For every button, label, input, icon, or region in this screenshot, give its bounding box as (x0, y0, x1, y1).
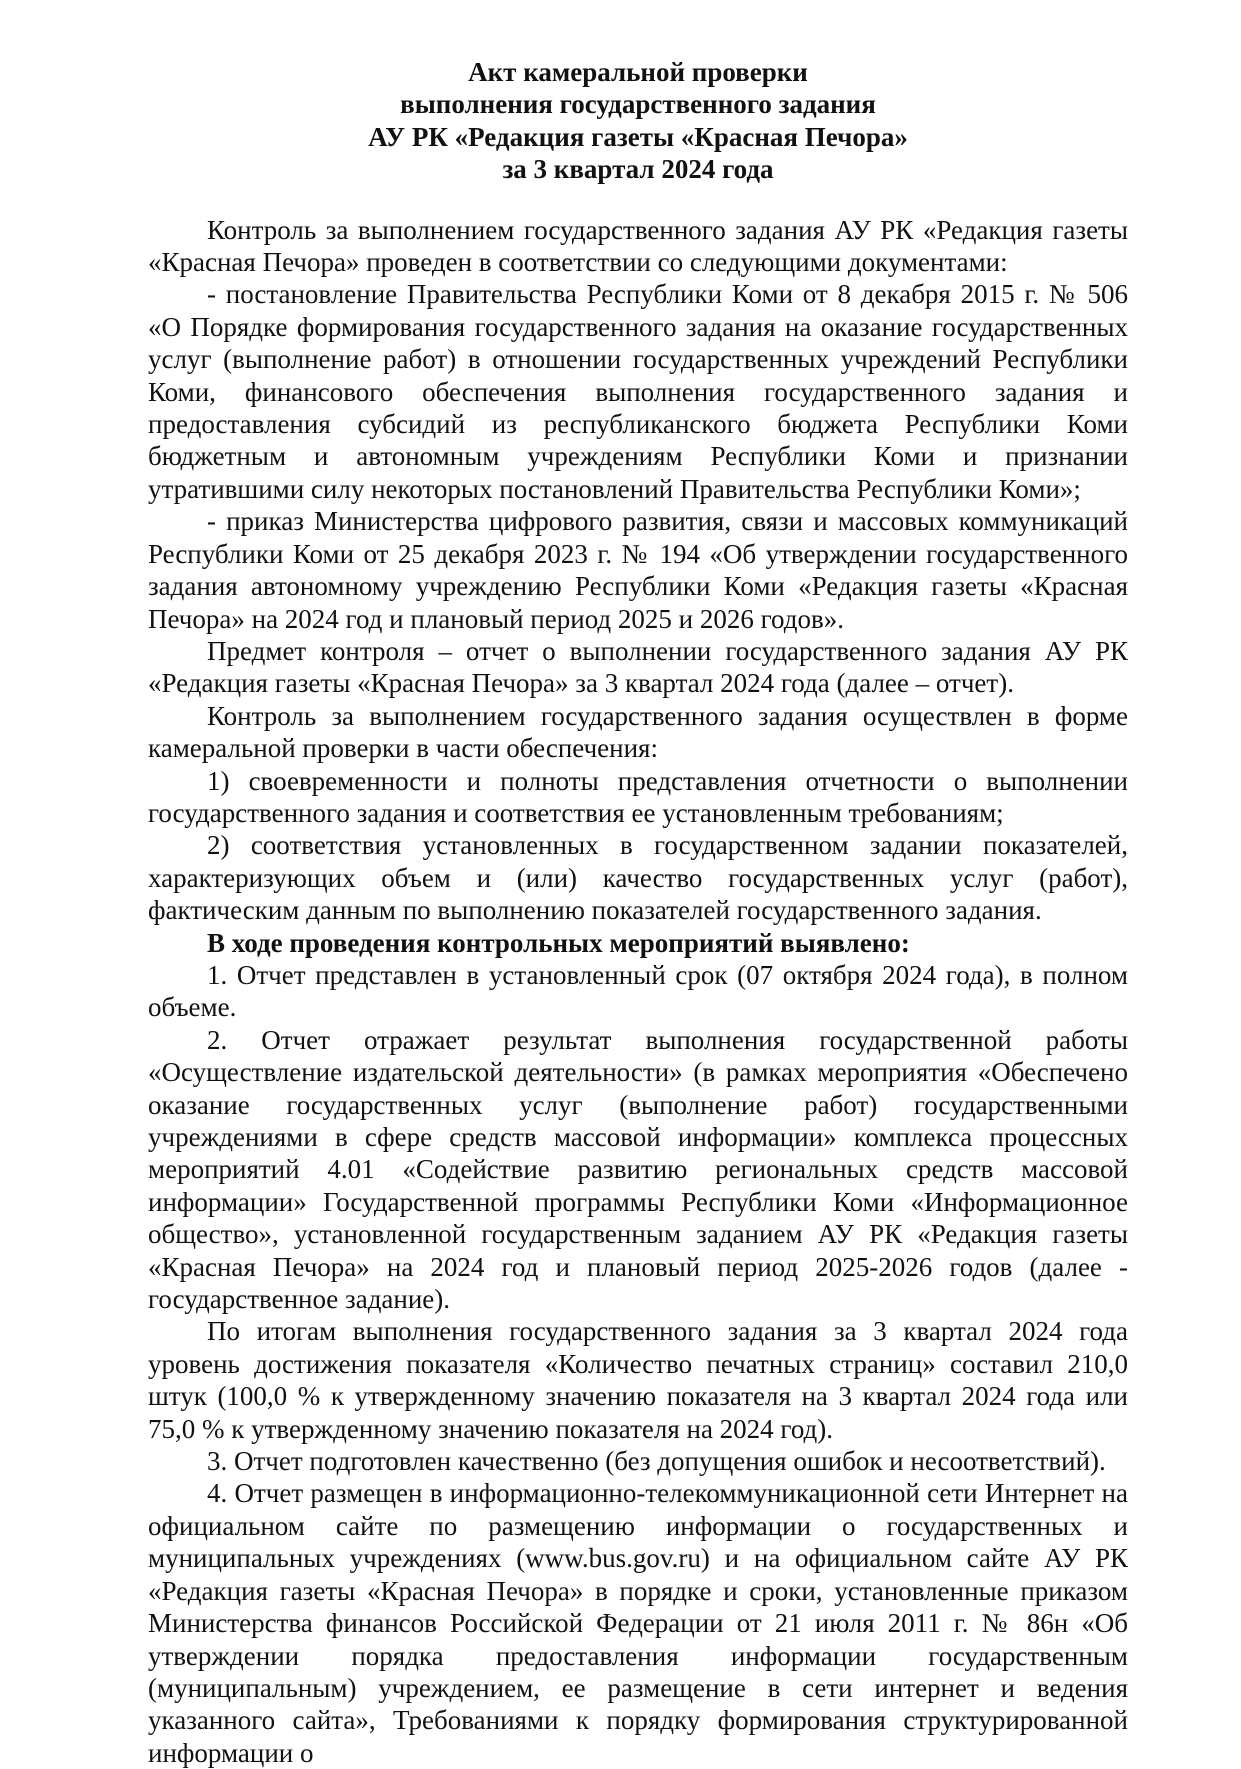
paragraph-finding-4: 4. Отчет размещен в информационно-телекоммуникационной сети Интернет на официальном сайте по размещению информации о государственных и муниципальных учреждениях (www.bus.gov.ru) и на официальном сайте АУ РК «Редакция газеты «Красная Печора» в порядке и сроки, установленные приказом Министерства финансов Российской Федерации от 21 июля 2011 г. № 86н «Об утверждении порядка предоставления информации государственным (муниципальным) учреждением, ее размещение в сети интернет и ведения указанного сайта», Требованиями к порядку формирования структурированной информации о (148, 1478, 1128, 1768)
title-line: за 3 квартал 2024 года (502, 154, 774, 185)
paragraph-finding-1: 1. Отчет представлен в установленный срок (07 октября 2024 года), в полном объеме. (148, 959, 1128, 1023)
paragraph-control-form: Контроль за выполнением государственного задания осуществлен в форме камеральной проверки в части обеспечения: (148, 700, 1128, 764)
paragraph-resolution-506: - постановление Правительства Республики Коми от 8 декабря 2015 г. № 506 «О Порядке формирования государственного задания на оказание государственных услуг (выполнение работ) в отношении государственных учреждений Республики Коми, финансового обеспечения выполнения государственного задания и предоставления субсидий из республиканского бюджета Республики Коми бюджетным и автономным учреждениям Республики Коми и признании утратившими силу некоторых постановлений Правительства Республики Коми»; (148, 279, 1128, 504)
document-page (148, 56, 1128, 1769)
paragraph-subject: Предмет контроля – отчет о выполнении государственного задания АУ РК «Редакция газеты «Красная Печора» за 3 квартал 2024 года (далее – отчет). (148, 635, 1128, 699)
paragraph-findings-heading: В ходе проведения контрольных мероприятий выявлено: (207, 927, 910, 958)
title-line: выполнения государственного задания (400, 89, 876, 120)
paragraph-control-basis: Контроль за выполнением государственного задания АУ РК «Редакция газеты «Красная Печора» проведен в соответствии со следующими документами: (148, 214, 1128, 278)
paragraph-item-1: 1) своевременности и полноты представления отчетности о выполнении государственного задания и соответствия ее установленным требованиям; (148, 765, 1128, 828)
paragraph-item-2: 2) соответствия установленных в государственном задании показателей, характеризующих объем и (или) качество государственных услуг (работ), фактическим данным по выполнению показателей государственного задания. (148, 830, 1128, 926)
document-title (148, 56, 1128, 186)
title-line: АУ РК «Редакция газеты «Красная Печора» (368, 121, 908, 152)
document-body (148, 214, 1128, 1769)
paragraph-finding-3: 3. Отчет подготовлен качественно (без допущения ошибок и несоответствий). (207, 1446, 1106, 1477)
paragraph-order-194: - приказ Министерства цифрового развития, связи и массовых коммуникаций Республики Коми от 25 декабря 2023 г. № 194 «Об утверждении государственного задания автономному учреждению Республики Коми «Редакция газеты «Красная Печора» на 2024 год и плановый период 2025 и 2026 годов». (148, 506, 1128, 634)
paragraph-results: По итогам выполнения государственного задания за 3 квартал 2024 года уровень достижения показателя «Количество печатных страниц» составил 210,0 штук (100,0 % к утвержденному значению показателя на 3 квартал 2024 года или 75,0 % к утвержденному значению показателя на 2024 год). (148, 1316, 1128, 1444)
paragraph-finding-2: 2. Отчет отражает результат выполнения государственной работы «Осуществление издательской деятельности» (в рамках мероприятия «Обеспечено оказание государственных услуг (выполнение работ) государственными учреждениями в сфере средств массовой информации» комплекса процессных мероприятий 4.01 «Содействие развитию региональных средств массовой информации» Государственной программы Республики Коми «Информационное общество», установленной государственным заданием АУ РК «Редакция газеты «Красная Печора» на 2024 год и плановый период 2025-2026 годов (далее - государственное задание). (148, 1024, 1128, 1315)
title-line: Акт камеральной проверки (468, 57, 808, 87)
